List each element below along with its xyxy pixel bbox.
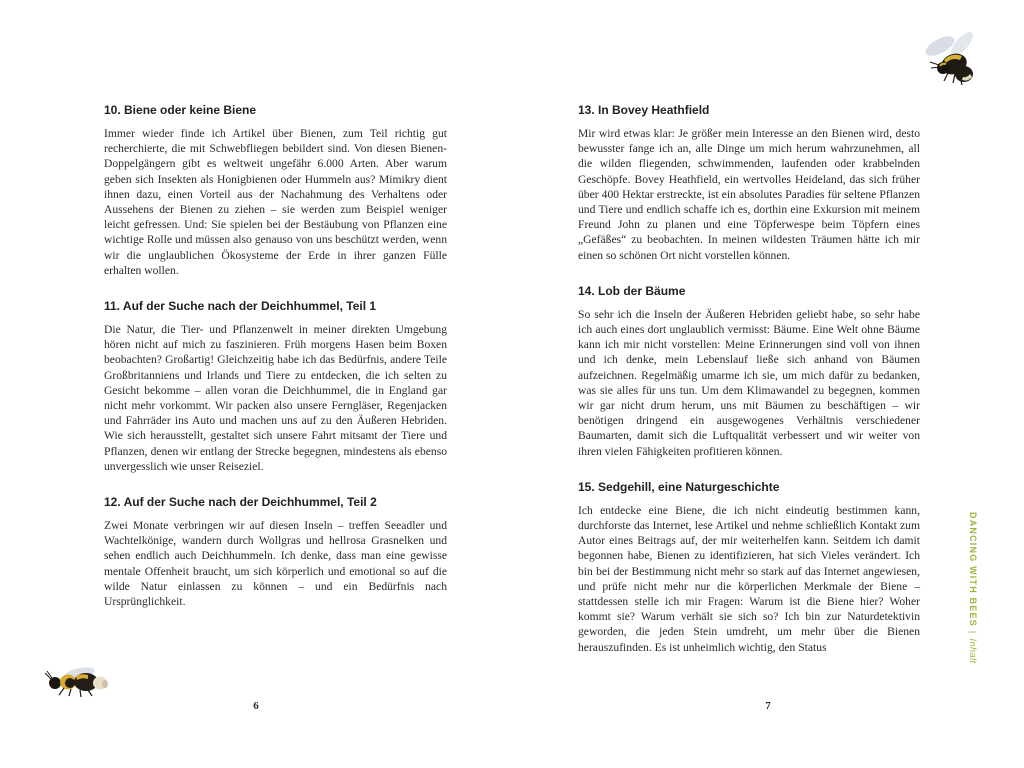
section-heading: 13. In Bovey Heathfield: [578, 103, 710, 117]
section-body: Mir wird etwas klar: Je größer mein Interesse an den Bienen wird, desto bewusster fange ich an, alle Dinge um mich herum wahrzunehmen, all die wilden fliegenden, schwimmenden, laufenden oder krabbelnden Geschöpfe. Bovey Heathfield, ein wertvolles Heideland, das sich früher über 400 Hektar erstreckte, ist ein absolutes Paradies für seltene Pflanzen und Tiere und endlich schaffe ich es, dorthin eine Exkursion mit meinem Freund John zu planen und eine Töpferwespe beim Töpfern eines „Gefäßes“ zu beobachten. In meinen wildesten Träumen hätte ich mir einen so schönen Ort nicht vorstellen können.: [578, 127, 920, 262]
section-13: [578, 102, 920, 263]
section-body: So sehr ich die Inseln der Äußeren Hebriden geliebt habe, so sehr habe ich auch eines dort unglaublich vermisst: Bäume. Eine Welt ohne Bäume kann ich mir nicht vorstellen: Meine Erinnerungen sind voll von ihnen und ich denke, mein Lebenslauf ließe sich anhand von Bäumen aufzeichnen. Regelmäßig umarme ich sie, um mich dafür zu bedanken, was sie alles für uns tun. Um dem Klimawandel zu begegnen, kommen wir gar nicht drum herum, uns mit Bäumen zu beschäftigen – wir benötigen dringend ein ausgewogenes Verhältnis verschiedener Baumarten, damit sich die Luftqualität verbessert und wir weiter von ihren vielen Fähigkeiten profitieren können.: [578, 307, 920, 458]
bumblebee-icon: [922, 30, 984, 86]
section-heading: 10. Biene oder keine Biene: [104, 103, 257, 117]
right-page: [512, 0, 1024, 768]
running-head-separator: |: [968, 630, 978, 635]
section-heading: 15. Sedgehill, eine Naturgeschichte: [578, 479, 780, 494]
section-body: Ich entdecke eine Biene, die ich nicht eindeutig bestimmen kann, durchforste das Internet, lese Artikel und nehme schließlich Kontakt zum Autor eines Beitrags auf, der mir weiterhelfen kann. Seitdem ich damit begonnen habe, Bienen zu identifizieren, hat sich Vieles verändert. Ich bin bei der Bestimmung nicht mehr so stark auf das Internet angewiesen, und prüfe nicht mehr nur die körperlichen Merkmale der Biene – stattdessen stelle ich mir Fragen: Warum ist die Biene hier? Woher kommt sie? Warum verhält sie sich so? Ich bin zur Naturdetektivin geworden, die jeden Stein umdreht, um mehr über die Bienen herauszufinden. Es ist unheimlich wichtig, den Status: [578, 503, 920, 654]
section-body: Immer wieder finde ich Artikel über Bienen, zum Teil richtig gut recherchierte, die mit Schwebfliegen bebildert sind. Von diesen Bienen-Doppelgängern gibt es weltweit ungefähr 6.000 Arten. Aber warum geben sich Insekten als Honigbienen oder Hummeln aus? Mimikry dient ihnen dazu, einen Vorteil aus der Nachahmung des Verhaltens oder Aussehens der Bienen zu ziehen – sie werden zum Beispiel weniger leicht gefressen. Und: Sie spielen bei der Bestäubung von Pflanzen eine wichtige Rolle und müssen also genauso von uns beschützt werden, wenn wir die unglaublichen Ökosysteme der Erde in ihrer ganzen Fülle erhalten wollen.: [104, 127, 447, 277]
section-heading: 11. Auf der Suche nach der Deichhummel, Teil 1: [104, 299, 377, 314]
bumblebee-icon: [44, 664, 110, 698]
section-body: Die Natur, die Tier- und Pflanzenwelt in meiner direkten Umgebung hören nicht auf mich zu faszinieren. Früh morgens Hasen beim Boxen beobachten? Großartig! Gleichzeitig habe ich das Bedürfnis, andere Teile Großbritanniens und Irlands und Tiere zu entdecken, die ich selten zu Gesicht bekomme – allen voran die Deichhummel, die in England gar nicht mehr vorkommt. Wir packen also unsere Ferngläser, Regenjacken und Fahrräder ins Auto und machen uns auf zu den Äußeren Hebriden. Wie sich herausstellt, gestaltet sich unsere Fahrt mitsamt der Tiere und Pflanzen, denen wir entlang der Strecke begegnen, mindestens als ebenso unvergesslich wie unser Reiseziel.: [104, 323, 447, 473]
section-12: [104, 494, 447, 609]
section-10: [104, 102, 447, 278]
section-body: Zwei Monate verbringen wir auf diesen Inseln – treffen Seeadler und Wachtelkönige, wandern durch Wollgras und hellrosa Grasnelken und sehen endlich auch Deichhummeln. Ich denke, dass man eine gewisse mentale Offenheit braucht, um sich körperlich und emotional so auf die wilde Natur einlassen zu können – und ein Bedürfnis nach Ursprünglichkeit.: [104, 519, 447, 609]
page-number: 7: [765, 700, 771, 712]
section-heading: 12. Auf der Suche nach der Deichhummel, Teil 2: [104, 495, 377, 510]
page-number: 6: [253, 700, 259, 712]
left-page-text-column: [104, 102, 447, 629]
section-15: [578, 479, 920, 655]
running-head-subtitle: Inhalt: [968, 638, 978, 664]
section-14: [578, 283, 920, 459]
section-11: [104, 298, 447, 474]
section-heading: 14. Lob der Bäume: [578, 283, 686, 298]
running-head-title: DANCING WITH BEES: [968, 512, 978, 627]
running-head: [962, 512, 978, 672]
right-page-text-column: [578, 102, 920, 675]
